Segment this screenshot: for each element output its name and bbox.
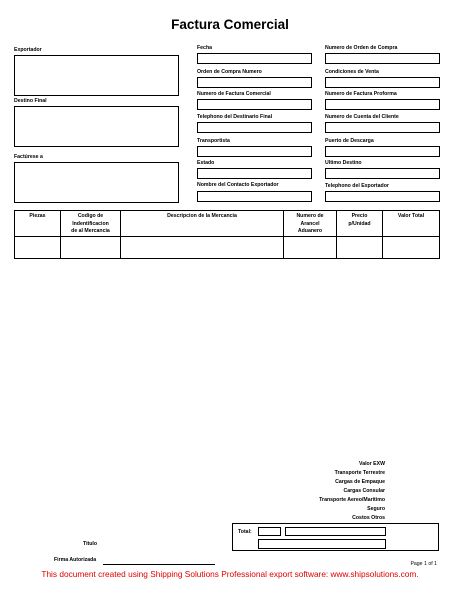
titulo-label: Titulo: [83, 541, 98, 547]
cell-codigo[interactable]: [61, 236, 121, 258]
cuenta-cliente-field[interactable]: [325, 122, 440, 133]
page-number: Page 1 of 1: [410, 561, 437, 567]
numero-factura-comercial-field[interactable]: [197, 99, 312, 110]
document-title: Factura Comercial: [171, 17, 289, 32]
telefono-destinario-label: Telephono del Destinario Final: [197, 114, 273, 120]
facturese-box[interactable]: [14, 162, 179, 203]
transportista-label: Transportista: [197, 138, 230, 144]
header-precio: Precio p/Unidad: [337, 211, 383, 237]
header-valor-total: Valor Total: [383, 211, 440, 237]
exportador-label: Exportador: [14, 47, 42, 53]
total-label: Total:: [238, 529, 252, 535]
puerto-descarga-label: Puerto de Descarga: [325, 138, 374, 144]
total-amount-field[interactable]: [285, 527, 386, 536]
numero-factura-proforma-field[interactable]: [325, 99, 440, 110]
firma-autorizada-label: Firma Autorizada: [54, 557, 97, 563]
estado-field[interactable]: [197, 168, 312, 179]
cell-valor-total[interactable]: [383, 236, 440, 258]
cell-arancel[interactable]: [284, 236, 337, 258]
transporte-aereo-label: Transporte Aereo/Maritimo: [319, 497, 385, 503]
fecha-label: Fecha: [197, 45, 212, 51]
costos-otros-label: Costos Otros: [352, 515, 385, 521]
contacto-exportador-label: Nombre del Contacto Exportador: [197, 182, 279, 188]
condiciones-venta-label: Condiciones de Venta: [325, 69, 379, 75]
telefono-destinario-field[interactable]: [197, 122, 312, 133]
footer-notice: This document created using Shipping Solutions Professional export software: www.shipsolutions.com.: [41, 569, 419, 579]
transportista-field[interactable]: [197, 146, 312, 157]
cargas-empaque-label: Cargas de Empaque: [335, 479, 385, 485]
total-words-field[interactable]: [258, 539, 386, 549]
transporte-terrestre-label: Transporte Terrestre: [334, 470, 385, 476]
puerto-descarga-field[interactable]: [325, 146, 440, 157]
header-piezas: Piezas: [15, 211, 61, 237]
cell-descripcion[interactable]: [121, 236, 284, 258]
cell-precio[interactable]: [337, 236, 383, 258]
facturese-label: Factúrese a: [14, 154, 43, 160]
signature-line[interactable]: [103, 564, 215, 565]
condiciones-venta-field[interactable]: [325, 77, 440, 88]
cell-piezas[interactable]: [15, 236, 61, 258]
orden-compra-numero-field[interactable]: [197, 77, 312, 88]
total-currency-field[interactable]: [258, 527, 281, 536]
numero-orden-compra-field[interactable]: [325, 53, 440, 64]
destino-final-box[interactable]: [14, 106, 179, 147]
telefono-exportador-label: Telephono del Exportador: [325, 183, 389, 189]
estado-label: Estado: [197, 160, 215, 166]
header-descripcion: Descripcion de la Mercancia: [121, 211, 284, 237]
table-row[interactable]: [15, 236, 440, 258]
items-header-row: [15, 211, 440, 237]
items-table: [14, 210, 440, 259]
exportador-box[interactable]: [14, 55, 179, 96]
ultimo-destino-field[interactable]: [325, 168, 440, 179]
ultimo-destino-label: Ultimo Destino: [325, 160, 362, 166]
cargas-consular-label: Cargas Consular: [343, 488, 385, 494]
cuenta-cliente-label: Numero de Cuenta del Cliente: [325, 114, 399, 120]
valor-exw-label: Valor EXW: [359, 461, 385, 467]
seguro-label: Seguro: [367, 506, 385, 512]
contacto-exportador-field[interactable]: [197, 191, 312, 202]
fecha-field[interactable]: [197, 53, 312, 64]
header-codigo: Codigo de Indentificacion de al Mercancia: [61, 211, 121, 237]
orden-compra-numero-label: Orden de Compra Numero: [197, 69, 262, 75]
header-arancel: Numero de Arancel Aduanero: [284, 211, 337, 237]
numero-factura-comercial-label: Numero de Factura Comercial: [197, 91, 271, 97]
numero-orden-compra-label: Numero de Orden de Compra: [325, 45, 398, 51]
telefono-exportador-field[interactable]: [325, 191, 440, 202]
destino-final-label: Destino Final: [14, 98, 47, 104]
numero-factura-proforma-label: Numero de Factura Proforma: [325, 91, 397, 97]
